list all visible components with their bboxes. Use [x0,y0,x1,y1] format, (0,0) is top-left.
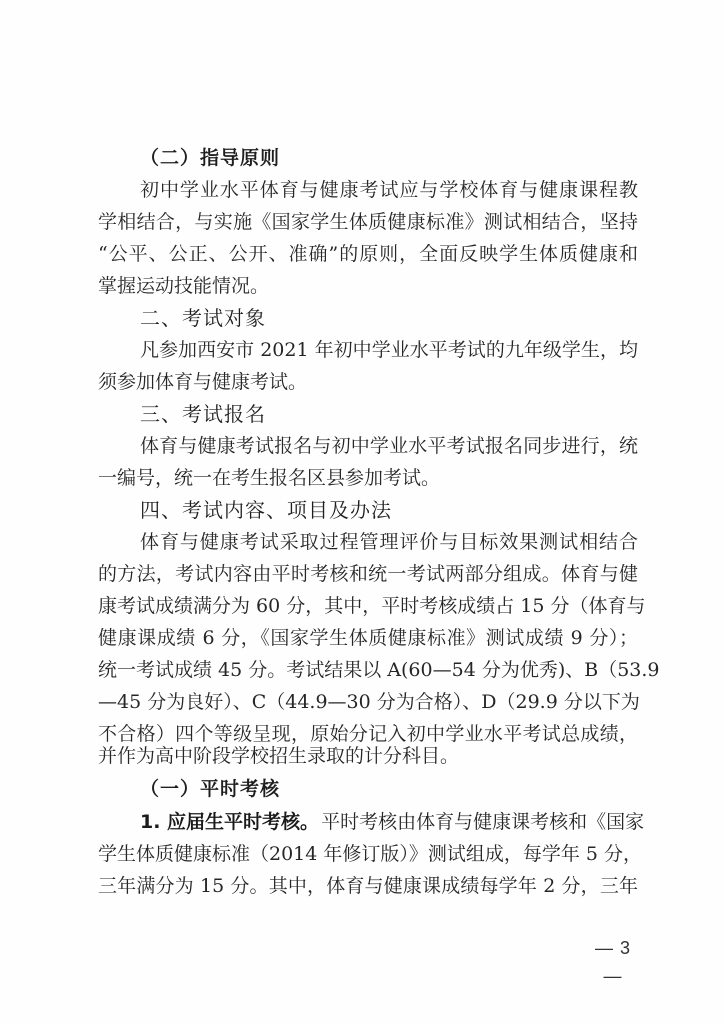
section-heading-regular-assessment: （一）平时考核 [140,778,281,800]
page-number: — 3 — [594,938,631,986]
section-heading-exam-registration: 三、考试报名 [140,402,266,426]
paragraph-line: 体育与健康考试报名与初中学业水平考试报名同步进行，统 [140,435,638,457]
section-heading-guiding-principles: （二）指导原则 [140,147,281,169]
paragraph-line: 须参加体育与健康考试。 [98,371,308,393]
paragraph-line: 凡参加西安市 2021 年初中学业水平考试的九年级学生，均 [140,339,638,361]
paragraph-line-with-lead [140,806,645,838]
paragraph-line: 学生体质健康标准（2014 年修订版）》测试组成，每学年 5 分， [98,843,643,865]
paragraph-line: 健康课成绩 6 分，《国家学生体质健康标准》测试成绩 9 分）； [98,627,638,649]
paragraph-line: 学相结合，与实施《国家学生体质健康标准》测试相结合，坚持 [98,211,638,233]
paragraph-line: 初中学业水平体育与健康考试应与学校体育与健康课程教 [140,179,638,201]
paragraph-line: 统一考试成绩 45 分。考试结果以 A(60—54 分为优秀)、B（53.9 [98,659,660,681]
paragraph-line: 康考试成绩满分为 60 分，其中，平时考核成绩占 15 分（体育与 [98,595,646,617]
section-heading-exam-subjects: 二、考试对象 [140,306,266,330]
paragraph-line: 三年满分为 15 分。其中，体育与健康课成绩每学年 2 分，三年 [98,875,638,897]
paragraph-line: 并作为高中阶段学校招生录取的计分科目。 [98,745,460,767]
paragraph-line: 一编号，统一在考生报名区县参加考试。 [98,467,441,489]
paragraph-line: 掌握运动技能情况。 [98,275,270,297]
section-heading-exam-content: 四、考试内容、项目及办法 [140,498,392,522]
paragraph-line: 的方法，考试内容由平时考核和统一考试两部分组成。体育与健 [98,563,638,585]
paragraph-line: —45 分为良好）、C（44.9—30 分为合格）、D（29.9 分以下为 [98,691,640,713]
lead-bold-text: 1. 应届生平时考核。 [140,811,320,833]
paragraph-line: “公平、公正、公开、准确”的原则，全面反映学生体质健康和 [98,243,638,265]
paragraph-text: 平时考核由体育与健康课考核和《国家 [321,811,645,833]
paragraph-line: 体育与健康考试采取过程管理评价与目标效果测试相结合 [140,531,638,553]
paragraph-line: 不合格）四个等级呈现，原始分记入初中学业水平考试总成绩， [98,723,638,745]
